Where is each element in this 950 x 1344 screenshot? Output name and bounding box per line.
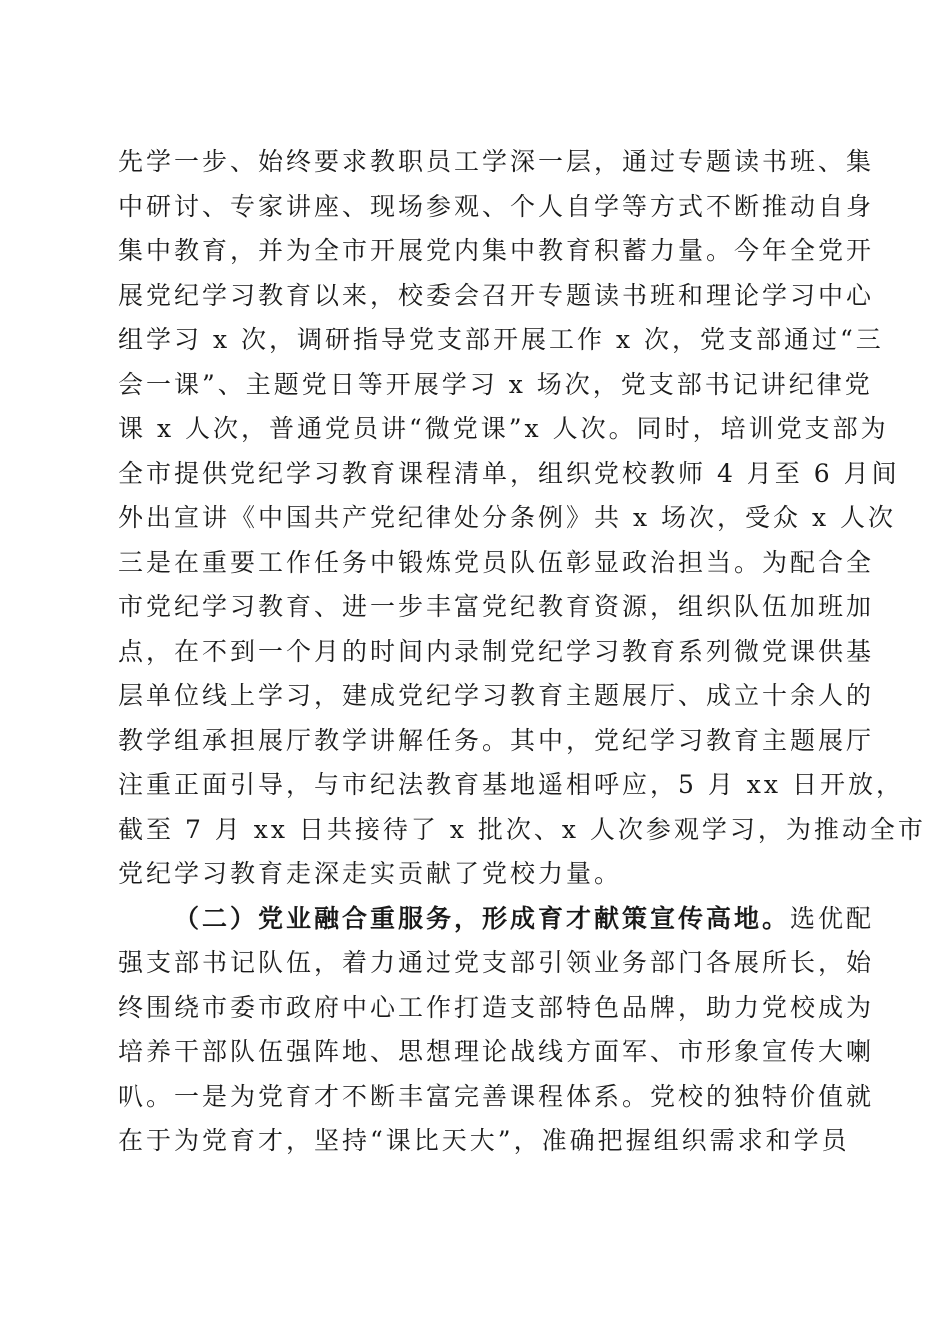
text-line: 组学习 x 次，调研指导党支部开展工作 x 次，党支部通过“三 <box>118 325 884 354</box>
text-line: 外出宣讲《中国共产党纪律处分条例》共 x 场次，受众 x 人次 <box>118 503 896 532</box>
text-line: 强支部书记队伍，着力通过党支部引领业务部门各展所长，始 <box>118 948 875 977</box>
section-heading: （二）党业融合重服务，形成育才献策宣传高地。 <box>174 903 791 933</box>
document-body <box>118 140 926 1164</box>
text-line: 教学组承担展厅教学讲解任务。其中，党纪学习教育主题展厅 <box>118 725 875 755</box>
text-line: 叭。一是为党育才不断丰富完善课程体系。党校的独特价值就 <box>118 1081 875 1111</box>
text-line: 先学一步、始终要求教职员工学深一层，通过专题读书班、集 <box>118 147 875 176</box>
text-line: 层单位线上学习，建成党纪学习教育主题展厅、成立十余人的 <box>118 681 875 710</box>
text-line: 展党纪学习教育以来，校委会召开专题读书班和理论学习中心 <box>118 280 875 310</box>
text-line: 党纪学习教育走深走实贡献了党校力量。 <box>118 859 623 888</box>
text-line: 注重正面引导，与市纪法教育基地遥相呼应，5 月 xx 日开放， <box>118 770 904 799</box>
text-line: 市党纪学习教育、进一步丰富党纪教育资源，组织队伍加班加 <box>118 592 875 621</box>
text-line: 课 x 人次，普通党员讲“微党课”x 人次。同时，培训党支部为 <box>118 414 889 443</box>
section-heading-tail: 选优配 <box>790 903 875 933</box>
text-line: 全市提供党纪学习教育课程清单，组织党校教师 4 月至 6 月间 <box>118 458 900 488</box>
text-line: 三是在重要工作任务中锻炼党员队伍彰显政治担当。为配合全 <box>118 547 875 577</box>
text-line: 在于为党育才，坚持“课比天大”，准确把握组织需求和学员 <box>118 1126 850 1155</box>
text-line: 中研讨、专家讲座、现场参观、个人自学等方式不断推动自身 <box>118 191 875 221</box>
text-line: 终围绕市委市政府中心工作打造支部特色品牌，助力党校成为 <box>118 992 875 1022</box>
text-line: 集中教育，并为全市开展党内集中教育积蓄力量。今年全党开 <box>118 236 875 265</box>
text-line: 截至 7 月 xx 日共接待了 x 批次、x 人次参观学习，为推动全市 <box>118 814 926 844</box>
section-heading-line <box>118 897 875 942</box>
text-line: 培养干部队伍强阵地、思想理论战线方面军、市形象宣传大喇 <box>118 1037 875 1066</box>
text-line: 会一课”、主题党日等开展学习 x 场次，党支部书记讲纪律党 <box>118 369 873 399</box>
text-line: 点，在不到一个月的时间内录制党纪学习教育系列微党课供基 <box>118 636 875 666</box>
